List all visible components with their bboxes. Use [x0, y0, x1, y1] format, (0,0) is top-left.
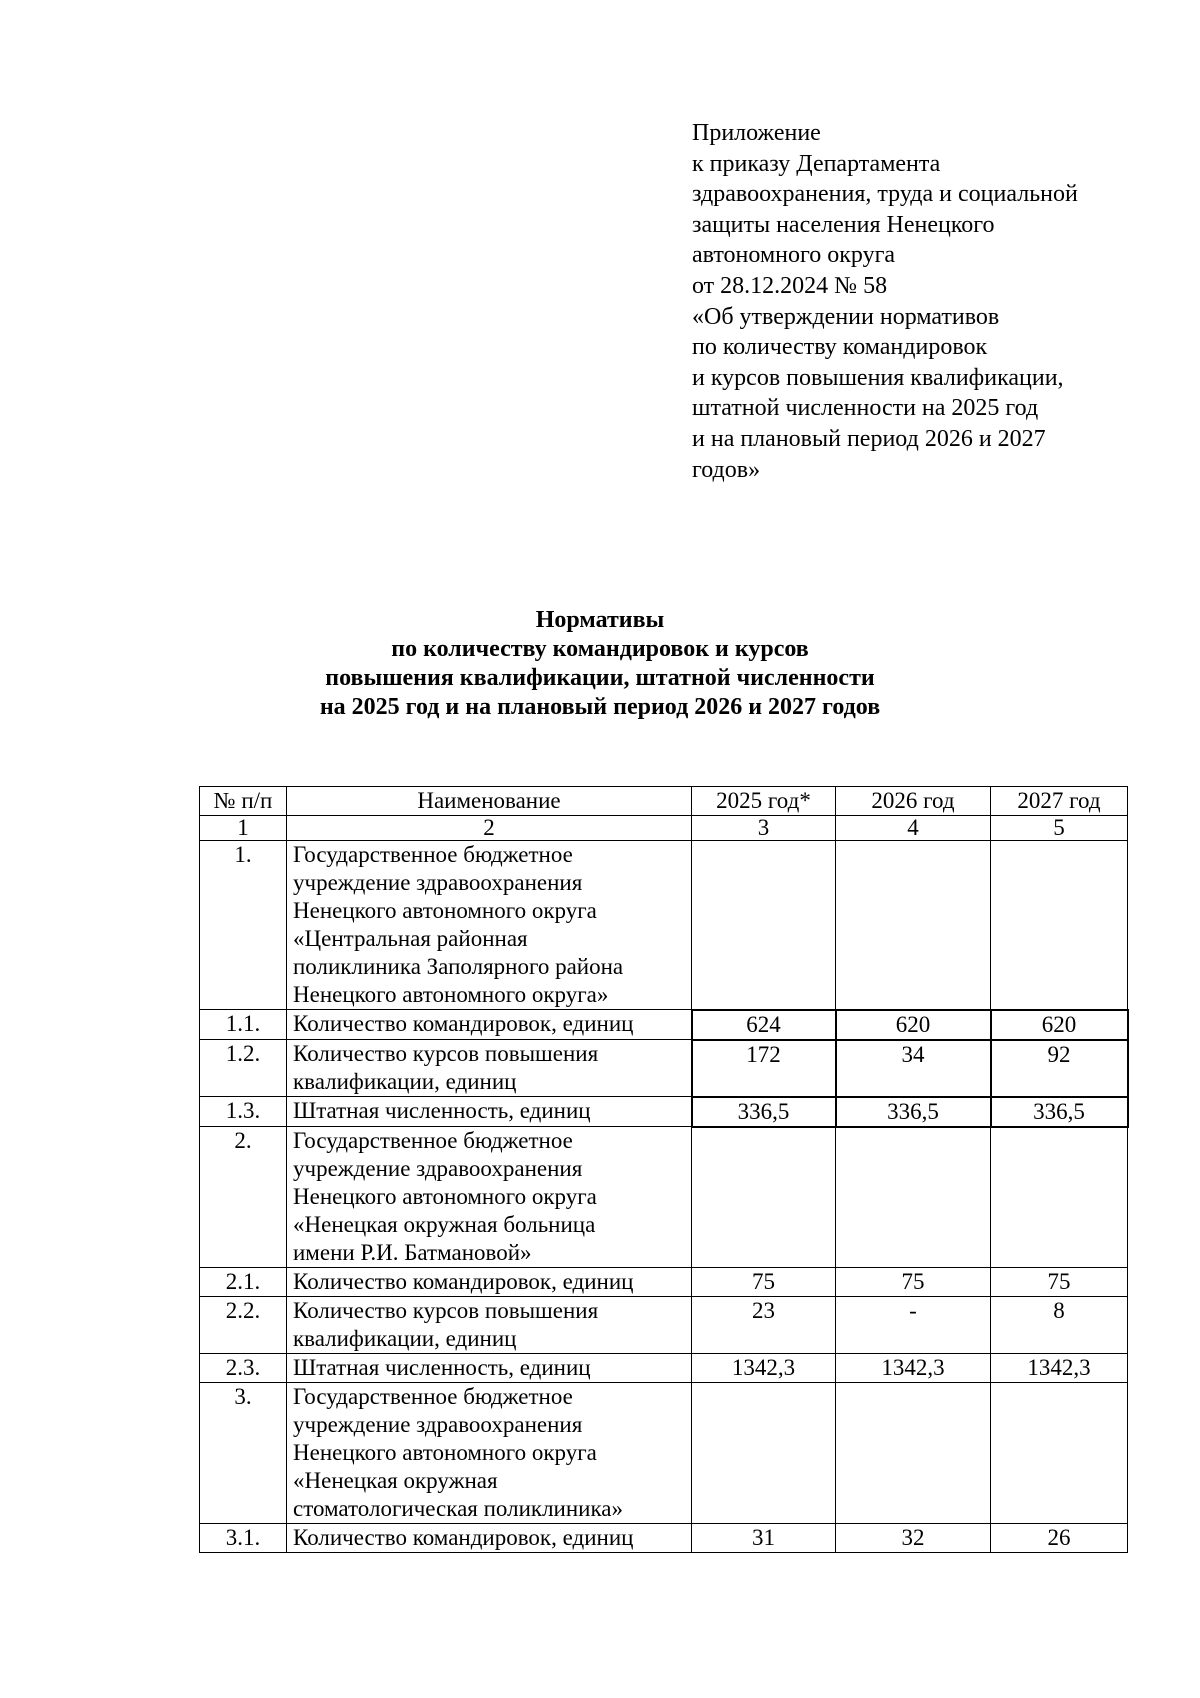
- appendix-line: здравоохранения, труда и социальной: [692, 181, 1078, 208]
- value-2026: 620: [836, 1010, 991, 1040]
- appendix-line: и на плановый период 2026 и 2027: [692, 425, 1046, 452]
- document-title: [0, 606, 1200, 722]
- row-name-line: Количество курсов повышения: [293, 1298, 599, 1323]
- row-name-line: квалификации, единиц: [293, 1069, 517, 1094]
- row-name-line: Штатная численность, единиц: [293, 1355, 591, 1380]
- appendix-line: Приложение: [692, 120, 821, 146]
- appendix-line: по количеству командировок: [692, 334, 988, 361]
- row-number: 2.2.: [200, 1297, 287, 1354]
- appendix-line: годов»: [692, 456, 761, 483]
- header-cell-2025: 2025 год*: [692, 787, 836, 816]
- table-row: [200, 1524, 1128, 1553]
- row-number: 2.: [200, 1127, 287, 1268]
- title-line: Нормативы: [535, 607, 665, 633]
- row-name: [287, 1354, 692, 1383]
- value-2026: 336,5: [836, 1097, 991, 1127]
- appendix-line: к приказу Департамента: [692, 150, 941, 177]
- value-2027: 92: [991, 1040, 1128, 1097]
- row-name-line: учреждение здравоохранения: [293, 1156, 583, 1181]
- value-2027: 26: [991, 1524, 1128, 1553]
- row-name-line: Количество курсов повышения: [293, 1041, 599, 1066]
- index-cell: 4: [836, 816, 991, 841]
- appendix-block: [692, 118, 1172, 485]
- value-2027: 1342,3: [991, 1354, 1128, 1383]
- row-name-line: Ненецкого автономного округа»: [293, 982, 609, 1007]
- value-2025: [692, 841, 836, 1010]
- value-2026: 1342,3: [836, 1354, 991, 1383]
- header-cell-number: № п/п: [200, 787, 287, 816]
- row-name-line: Ненецкого автономного округа: [293, 1440, 597, 1465]
- table-header-row: [200, 787, 1128, 816]
- title-line: на 2025 год и на плановый период 2026 и 2027 годов: [319, 694, 881, 720]
- row-name-line: Государственное бюджетное: [293, 1384, 573, 1409]
- row-name-line: Государственное бюджетное: [293, 1128, 573, 1153]
- row-number: 2.3.: [200, 1354, 287, 1383]
- header-cell-2027: 2027 год: [991, 787, 1128, 816]
- table-row: [200, 1010, 1128, 1040]
- value-2025: [692, 1127, 836, 1268]
- row-name-line: учреждение здравоохранения: [293, 870, 583, 895]
- value-2026: [836, 1383, 991, 1524]
- row-name: [287, 1010, 692, 1040]
- appendix-line: «Об утверждении нормативов: [692, 303, 1000, 330]
- row-name: [287, 1297, 692, 1354]
- value-2027: 75: [991, 1268, 1128, 1297]
- row-name-line: Количество командировок, единиц: [293, 1011, 634, 1036]
- row-name-line: стоматологическая поликлиника»: [293, 1496, 624, 1521]
- row-number: 1.: [200, 841, 287, 1010]
- appendix-line: автономного округа: [692, 242, 896, 269]
- row-name-line: Ненецкого автономного округа: [293, 898, 597, 923]
- row-name-line: учреждение здравоохранения: [293, 1412, 583, 1437]
- value-2026: 75: [836, 1268, 991, 1297]
- value-2025: 172: [692, 1040, 836, 1097]
- row-number: 3.: [200, 1383, 287, 1524]
- row-name: [287, 1097, 692, 1127]
- value-2025: 31: [692, 1524, 836, 1553]
- index-cell: 5: [991, 816, 1128, 841]
- value-2025: [692, 1383, 836, 1524]
- row-number: 3.1.: [200, 1524, 287, 1553]
- row-name-line: «Ненецкая окружная: [293, 1468, 498, 1493]
- index-cell: 1: [200, 816, 287, 841]
- value-2025: 1342,3: [692, 1354, 836, 1383]
- table-row: [200, 1354, 1128, 1383]
- row-name-line: Количество командировок, единиц: [293, 1269, 634, 1294]
- table-row: [200, 1268, 1128, 1297]
- value-2027: 336,5: [991, 1097, 1128, 1127]
- table-row: [200, 1297, 1128, 1354]
- row-name: [287, 1383, 692, 1524]
- row-name-line: Государственное бюджетное: [293, 842, 573, 867]
- title-line: повышения квалификации, штатной численности: [325, 665, 875, 691]
- row-name-line: поликлиника Заполярного района: [293, 954, 624, 979]
- table-row: [200, 1040, 1128, 1097]
- row-name: [287, 1127, 692, 1268]
- norms-table: [199, 786, 1129, 1553]
- appendix-line: штатной численности на 2025 год: [692, 395, 1039, 422]
- value-2026: -: [836, 1297, 991, 1354]
- row-name: [287, 1524, 692, 1553]
- value-2027: 8: [991, 1297, 1128, 1354]
- row-name-line: имени Р.И. Батмановой»: [293, 1240, 532, 1265]
- row-name-line: квалификации, единиц: [293, 1326, 517, 1351]
- title-line: по количеству командировок и курсов: [391, 636, 809, 662]
- row-name-line: «Центральная районная: [293, 926, 528, 951]
- appendix-line: и курсов повышения квалификации,: [692, 364, 1064, 391]
- header-cell-2026: 2026 год: [836, 787, 991, 816]
- value-2026: [836, 841, 991, 1010]
- value-2027: [991, 1127, 1128, 1268]
- value-2026: 34: [836, 1040, 991, 1097]
- value-2025: 336,5: [692, 1097, 836, 1127]
- value-2025: 624: [692, 1010, 836, 1040]
- value-2025: 75: [692, 1268, 836, 1297]
- header-cell-name: Наименование: [287, 787, 692, 816]
- row-name: [287, 1040, 692, 1097]
- row-name: [287, 1268, 692, 1297]
- row-number: 2.1.: [200, 1268, 287, 1297]
- row-name-line: «Ненецкая окружная больница: [293, 1212, 596, 1237]
- row-number: 1.1.: [200, 1010, 287, 1040]
- row-name-line: Штатная численность, единиц: [293, 1098, 591, 1123]
- table-row: [200, 841, 1128, 1010]
- value-2026: [836, 1127, 991, 1268]
- table-row: [200, 1383, 1128, 1524]
- value-2027: 620: [991, 1010, 1128, 1040]
- row-number: 1.2.: [200, 1040, 287, 1097]
- row-name-line: Количество командировок, единиц: [293, 1525, 634, 1550]
- table-row: [200, 1127, 1128, 1268]
- value-2027: [991, 841, 1128, 1010]
- appendix-line: защиты населения Ненецкого: [692, 211, 995, 238]
- table-index-row: [200, 816, 1128, 841]
- value-2026: 32: [836, 1524, 991, 1553]
- value-2025: 23: [692, 1297, 836, 1354]
- row-name: [287, 841, 692, 1010]
- table-row: [200, 1097, 1128, 1127]
- row-name-line: Ненецкого автономного округа: [293, 1184, 597, 1209]
- value-2027: [991, 1383, 1128, 1524]
- appendix-line: от 28.12.2024 № 58: [692, 272, 888, 299]
- row-number: 1.3.: [200, 1097, 287, 1127]
- index-cell: 3: [692, 816, 836, 841]
- index-cell: 2: [287, 816, 692, 841]
